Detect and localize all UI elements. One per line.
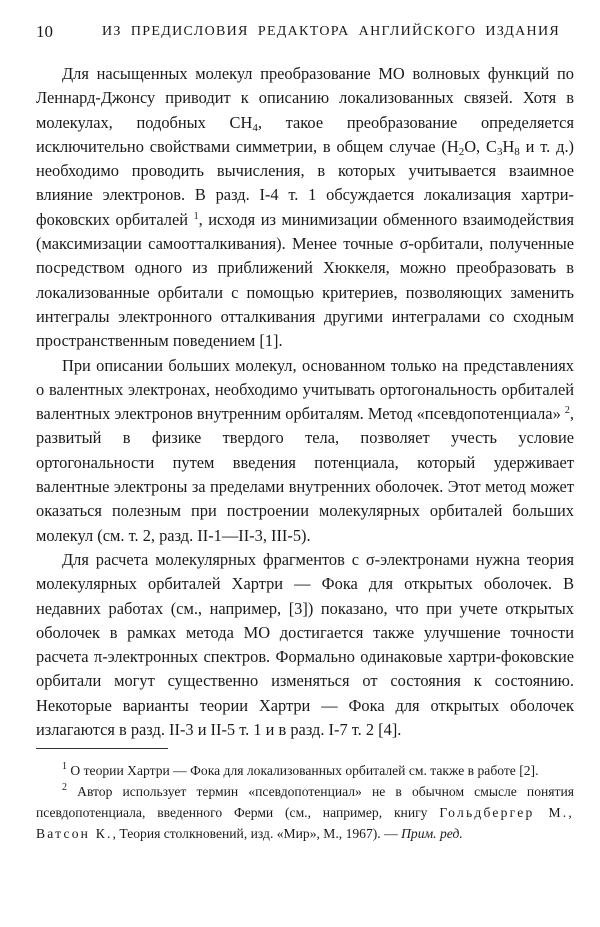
subscript: 4	[252, 121, 258, 134]
footnote-text: О теории Хартри — Фока для локализованных орбиталей см. также в работе [2].	[67, 763, 539, 778]
text-run: H	[502, 136, 515, 156]
editor-note: Прим. ред.	[401, 826, 463, 841]
subscript: 3	[496, 145, 503, 158]
paragraph-2	[36, 354, 574, 548]
body-text	[36, 62, 574, 742]
footnote-marker[interactable]: 1	[193, 210, 199, 222]
paragraph-3	[36, 548, 574, 742]
footnotes	[36, 760, 574, 844]
footnote-marker[interactable]: 2	[564, 405, 570, 417]
text-run: При описании больших молекул, основанном только на представлениях о валентных электронах, необходимо учитывать ортогональность орбиталей валентных электронов внутренним орбиталям. Метод «псевдопотенциала»	[36, 355, 574, 424]
footnote-text: Автор использует термин «псевдопотенциал» не в обычном смысле понятия псевдопотенциала, введенного Ферми (см., например, книгу	[36, 784, 574, 820]
text-run: O, C	[464, 136, 497, 156]
running-title: ИЗ ПРЕДИСЛОВИЯ РЕДАКТОРА АНГЛИЙСКОГО ИЗДАНИЯ	[102, 24, 560, 39]
footnote-divider	[36, 748, 168, 749]
footnote-author: Гольдбергер М., Ватсон К.	[36, 805, 574, 841]
subscript: 8	[514, 145, 520, 158]
text-run: Для расчета молекулярных фрагментов с σ-электронами нужна теория молекулярных орбиталей Хартри — Фока для открытых оболочек. В недавних работах (см., например, [3]) показано, что при учете открытых оболочек в рамках метода МО достигается также улучшение точности расчета π-электронных спектров. Формально одинаковые хартри-фоковские орбитали могут существенно изменяться от состояния к состоянию. Некоторые варианты теории Хартри — Фока для открытых оболочек излагаются в разд. II-3 и II-5 т. 1 и в разд. I-7 т. 2 [4].	[36, 549, 574, 740]
text-run: , такое преобразование определяется исключительно свойствами симметрии, в общем случае (H	[36, 112, 574, 156]
text-run: , развитый в физике твердого тела, позволяет учесть условие ортогональности путем введения потенциала, который удерживает валентные электроны за пределами внутренних оболочек. Этот метод может оказаться полезным при построении молекулярных орбиталей больших молекул (см. т. 2, разд. II-1—II-3, III-5).	[36, 404, 574, 545]
footnote-number: 1	[62, 761, 67, 772]
text-run: Для насыщенных молекул преобразование МО волновых функций по Леннард-Джонсу приводит к описанию локализованных связей. Хотя в молекулах, подобных CH	[36, 64, 574, 132]
text-run: и т. д.) необходимо проводить вычисления, в которых учитывается взаимное влияние электронов. В разд. I-4 т. 1 обсуждается локализация хартри-фоковских орбиталей	[36, 136, 574, 229]
page-number: 10	[36, 22, 53, 41]
footnote-2	[36, 781, 574, 844]
paragraph-1	[36, 62, 574, 354]
text-run: , исходя из минимизации обменного взаимодействия (максимизации самоотталкивания). Менее точные σ-орбитали, полученные посредством одного из приближений Хюккеля, можно преобразовать в локализованные орбитали с помощью критериев, позволяющих заменить интегралы электронного отталкивания другими интегралами со сходным пространственным поведением [1].	[36, 209, 574, 351]
footnote-text: , Теория столкновений, изд. «Мир», М., 1967). —	[112, 826, 402, 841]
running-header	[36, 22, 560, 44]
subscript: 2	[458, 145, 465, 158]
footnote-1	[36, 760, 574, 781]
footnote-number: 2	[62, 782, 67, 793]
